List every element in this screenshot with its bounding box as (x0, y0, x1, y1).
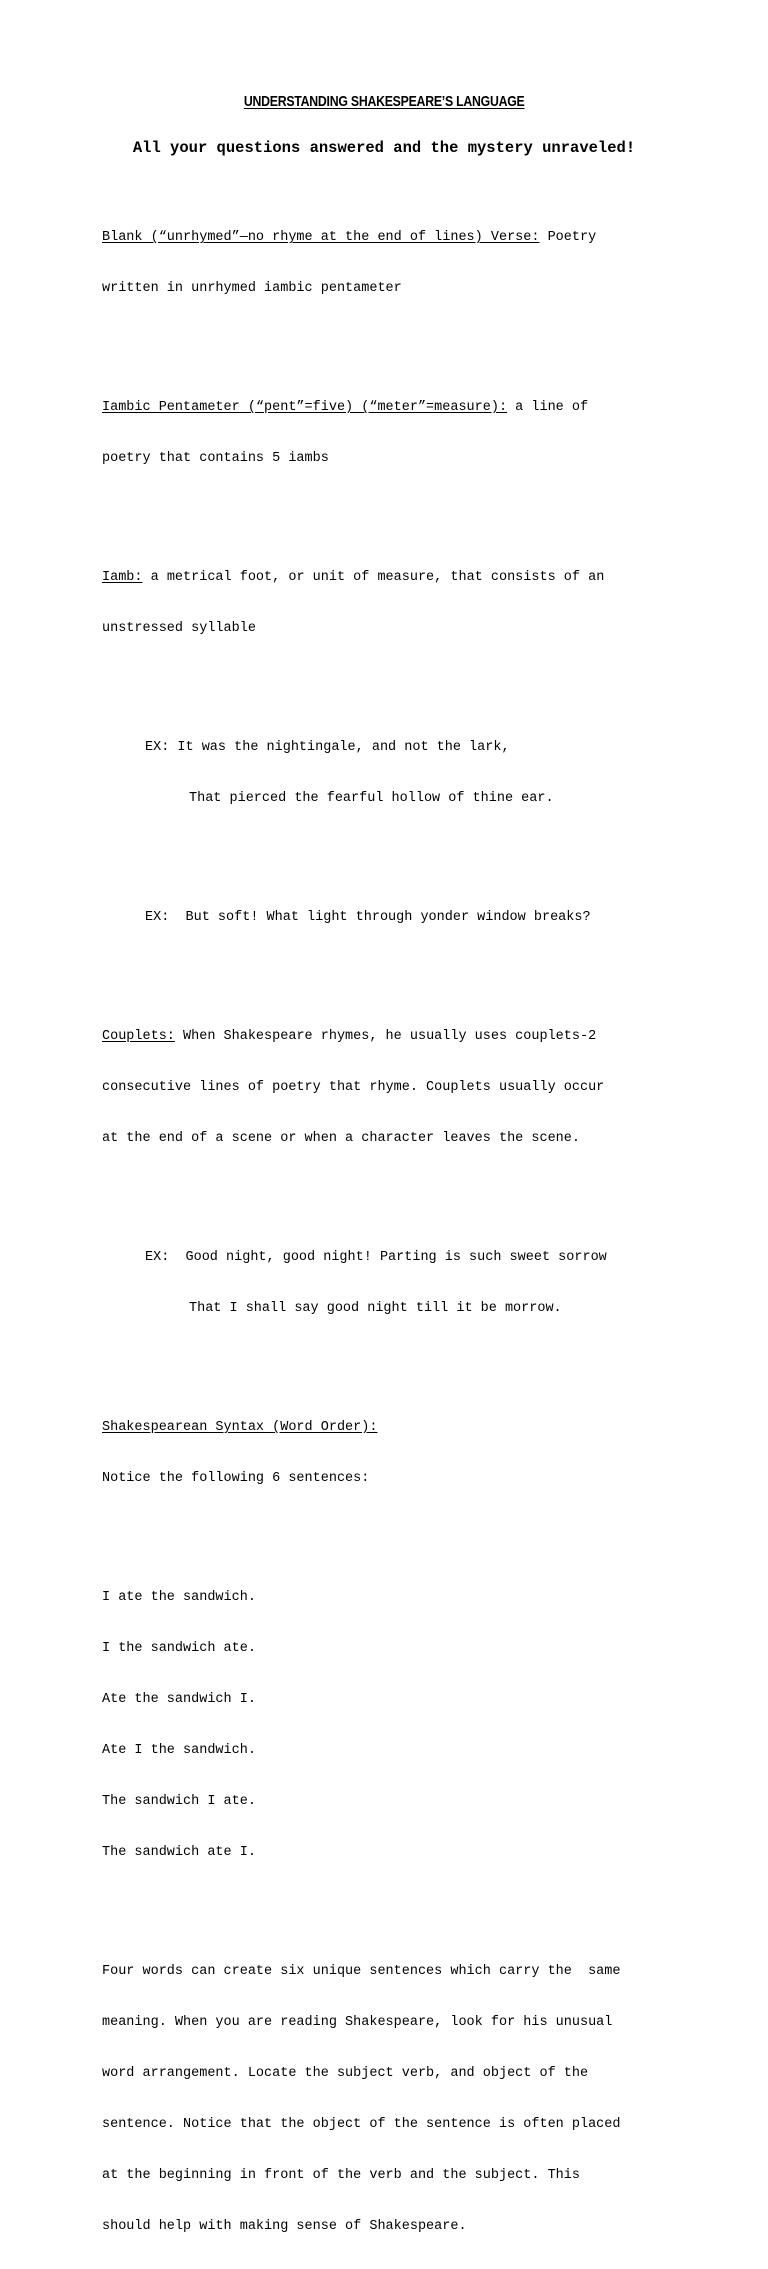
sentence-item: The sandwich ate I. (102, 1845, 256, 1860)
closing-line: Four words can create six unique sentences which carry the same (102, 1964, 621, 1979)
sentence-item: I the sandwich ate. (102, 1641, 256, 1656)
blank-verse-term: Blank (“unrhymed”—no rhyme at the end of lines) Verse: (102, 230, 540, 245)
iamb-line-2: unstressed syllable (102, 621, 256, 636)
example-3-line-2: That I shall say good night till it be morrow. (189, 1301, 562, 1316)
sentence-item: Ate I the sandwich. (102, 1743, 256, 1758)
blank-verse-line-2: written in unrhymed iambic pentameter (102, 281, 402, 296)
closing-line: word arrangement. Locate the subject verb, and object of the (102, 2066, 589, 2081)
syntax-heading-line (102, 1419, 682, 1436)
syntax-intro: Notice the following 6 sentences: (102, 1471, 370, 1486)
page-subtitle: All your questions answered and the mystery unraveled! (132, 139, 636, 157)
iambic-pentameter-line-2: poetry that contains 5 iambs (102, 451, 329, 466)
example-2-line-1: EX: But soft! What light through yonder window breaks? (145, 910, 591, 925)
closing-line: should help with making sense of Shakespeare. (102, 2219, 467, 2234)
sentence-item: I ate the sandwich. (102, 1590, 256, 1605)
example-3-line-1: EX: Good night, good night! Parting is such sweet sorrow (145, 1250, 607, 1265)
couplets-term: Couplets: (102, 1029, 175, 1044)
example-1-line-2: That pierced the fearful hollow of thine ear. (189, 791, 554, 806)
iambic-pentameter-definition: a line of (507, 400, 589, 415)
iambic-pentameter-term: Iambic Pentameter (“pent”=five) (“meter”=measure): (102, 400, 508, 415)
iamb-term: Iamb: (102, 570, 143, 585)
sentence-item: The sandwich I ate. (102, 1794, 256, 1809)
couplets-line-2: consecutive lines of poetry that rhyme. Couplets usually occur (102, 1080, 605, 1095)
closing-line: sentence. Notice that the object of the sentence is often placed (102, 2117, 621, 2132)
couplets-line-3: at the end of a scene or when a character leaves the scene. (102, 1131, 580, 1146)
example-1-line-1: EX: It was the nightingale, and not the lark, (145, 740, 510, 755)
blank-verse-line-1 (102, 229, 682, 246)
page-title: UNDERSTANDING SHAKESPEARE’S LANGUAGE (243, 93, 525, 110)
document-body (102, 178, 682, 2269)
syntax-term: Shakespearean Syntax (Word Order): (102, 1420, 378, 1435)
closing-line: meaning. When you are reading Shakespeare, look for his unusual (102, 2015, 613, 2030)
couplets-definition: When Shakespeare rhymes, he usually uses couplets-2 (174, 1029, 597, 1044)
iamb-line-1 (102, 569, 682, 586)
blank-verse-definition: Poetry (539, 230, 597, 245)
sentence-item: Ate the sandwich I. (102, 1692, 256, 1707)
closing-line: at the beginning in front of the verb and the subject. This (102, 2168, 580, 2183)
iamb-definition: a metrical foot, or unit of measure, that consists of an (142, 570, 605, 585)
iambic-pentameter-line-1 (102, 399, 682, 416)
couplets-line-1 (102, 1028, 682, 1045)
